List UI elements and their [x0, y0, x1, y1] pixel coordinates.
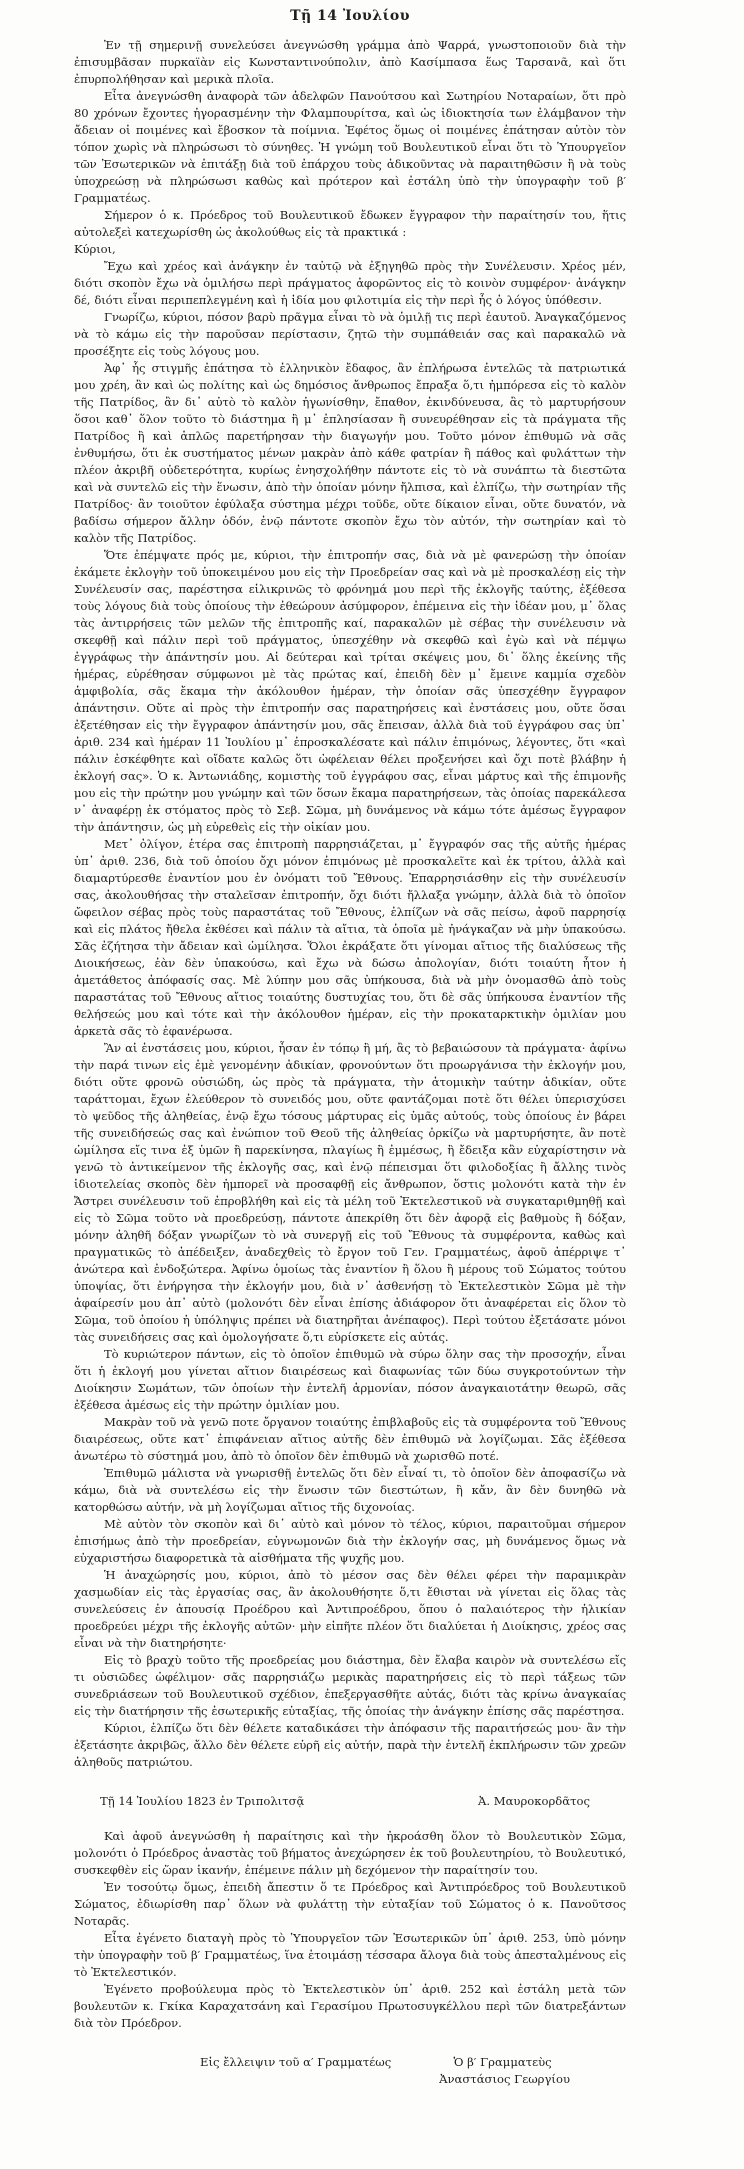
dateline — [74, 1793, 626, 1810]
dateline-place-date: Τῇ 14 Ἰουλίου 1823 ἐν Τριπολιτσᾷ — [100, 1794, 305, 1808]
body-paragraph: Ὅτε ἐπέμψατε πρός με, κύριοι, τὴν ἐπιτροπήν σας, διὰ νὰ μὲ φανερώσῃ τὴν ὁποίαν ἐκάμετε ἐκλογὴν τοῦ ὑποκειμένου μου εἰς τὴν Προεδρείαν σας καὶ νὰ μὲ προσκαλέσῃ εἰς τὴν Συνέλευσίν σας, παρέστησα εἰλικρινῶς τὸ φρόνημά μου περὶ τῆς ἐκλογῆς ταύτης, ἐξέθεσα τοὺς λόγους διὰ τοὺς ὁποίους τὴν ἐθεώρουν ἀσύμφορον, ἐπέμεινα εἰς τὴν ἰδέαν μου, μ᾽ ὅλας τὰς ἀντιρρήσεις τῶν μελῶν τῆς ἐπιτροπῆς καί, παρακαλῶν μὲ σέβας τὴν συνέλευσιν νὰ σκεφθῇ καὶ πάλιν περὶ τοῦ πράγματος, ὑπεσχέθην νὰ σκεφθῶ καὶ ἐγὼ καὶ νὰ πέμψω ἐγγράφως τὴν ἀπάντησίν μου. Αἱ δεύτεραι καὶ τρίται σκέψεις μου, δι᾽ ὅλης ἐκείνης τῆς ἡμέρας, εὑρέθησαν σύμφωνοι μὲ τὰς πρώτας καί, ἐπειδὴ δὲν μ᾽ ἔμεινε καμμία σχεδὸν ἀμφιβολία, σᾶς ἔκαμα τὴν ἀκόλουθον ἡμέραν, τὴν ὁποίαν σᾶς ὑπεσχέθην ἔγγραφον ἀπάντησιν. Οὔτε αἱ πρὸς τὴν ἐπιτροπήν σας παρατηρήσεις καὶ ἐνστάσεις μου, οὔτε ὅσαι ἐξετέθησαν εἰς τὴν ἔγγραφον ἀπάντησίν μου, σᾶς ἔπεισαν, ἀλλὰ διὰ τοῦ ἐγγράφου σας ὑπ᾽ ἀριθ. 234 καὶ ἡμέραν 11 Ἰουλίου μ᾽ ἐπροσκαλέσατε καὶ πάλιν ἐπιμόνως, λέγοντες, ὅτι «καὶ πάλιν ἐσκέφθητε καὶ οἴδατε καλῶς ὅτι ὠφέλειαν θέλει προξενήσει καὶ ὄχι ποτὲ βλάβην ἡ ἐκλογή σας». Ὁ κ. Ἀντωνιάδης, κομιστὴς τοῦ ἐγγράφου σας, εἶναι μάρτυς καὶ τῆς ἐπιμονῆς μου εἰς τὴν πρώτην μου γνώμην καὶ τῶν ὅσων ἔκαμα παρατηρήσεων, τὰς ὁποίας παρεκάλεσα ν᾽ ἀναφέρῃ ἐκ στόματος πρὸς τὸ Σεβ. Σῶμα, μὴ δυνάμενος νὰ κάμω τότε ἀμέσως ἔγγραφον τὴν ἀπάντησιν, ὡς μὴ εὑρεθεὶς εἰς τὴν οἰκίαν μου. — [74, 548, 626, 834]
body-paragraph: Εἰς τὸ βραχὺ τοῦτο τῆς προεδρείας μου διάστημα, δὲν ἔλαβα καιρὸν νὰ συντελέσω εἴς τι οὐσιῶδες ὠφέλιμον· σᾶς παρρησιάζω μερικὰς παρατηρήσεις εἰς τὸ περὶ τάξεως τῶν συνεδριάσεων τοῦ Βουλευτικοῦ σχέδιον, ἐπεξεργασθῆτε αὐτάς, διότι τὰς κρίνω ἀναγκαίας εἰς τὴν διατήρησιν τῆς ἐσωτερικῆς εὐταξίας, τῆς ὁποίας τὴν ἀνάγκην ἐπίσης σᾶς παρέστησα. — [74, 1653, 626, 1718]
body-paragraph: Τὸ κυριώτερον πάντων, εἰς τὸ ὁποῖον ἐπιθυμῶ νὰ σύρω ὅλην σας τὴν προσοχήν, εἶναι ὅτι ἡ ἐκλογή μου γίνεται αἴτιον διαιρέσεως καὶ διαφωνίας τῶν δύω συγκροτούντων τὴν Διοίκησιν Σωμάτων, τῶν ὁποίων τὴν ἐντελῆ ἁρμονίαν, πόσον ἀναγκαιοτάτην θεωρῶ, σᾶς ἐξέθεσα ἀμέσως εἰς τὴν πρώτην ὁμιλίαν μου. — [74, 1347, 626, 1412]
body-paragraph: Μὲ αὐτὸν τὸν σκοπὸν καὶ δι᾽ αὐτὸ καὶ μόνον τὸ τέλος, κύριοι, παραιτοῦμαι σήμερον ἐπισήμως ἀπὸ τὴν προεδρείαν, εὐγνωμονῶν διὰ τὴν ἐκλογήν σας, μὴ δυνάμενος ὅμως νὰ εὐχαριστήσω διαφορετικὰ τὰ αἰσθήματα τῆς ψυχῆς μου. — [74, 1517, 626, 1565]
dateline-signatory: Ἀ. Μαυροκορδᾶτος — [477, 1794, 590, 1808]
closing-paragraph: Εἶτα ἐγένετο διαταγὴ πρὸς τὸ Ὑπουργεῖον τῶν Ἐσωτερικῶν ὑπ᾽ ἀριθ. 253, ὑπὸ μόνην τὴν ὑπογραφὴν τοῦ β′ Γραμματέως, ἵνα ἑτοιμάσῃ τέσσαρα ἄλογα διὰ τοὺς ἀπεσταλμένους εἰς τὸ Ἐκτελεστικόν. — [74, 1931, 626, 1979]
body-paragraph: Κύριοι, ἐλπίζω ὅτι δὲν θέλετε καταδικάσει τὴν ἀπόφασιν τῆς παραιτήσεώς μου· ἂν τὴν ἐξετάσητε ἀκριβῶς, ἄλλο δὲν θέλετε εὑρῆ εἰς αὐτήν, παρὰ τὴν ἐντελῆ ἐκπλήρωσιν τῶν χρεῶν ἀληθοῦς πατριώτου. — [74, 1721, 626, 1769]
body-paragraph: Μακρὰν τοῦ νὰ γενῶ ποτε ὄργανον τοιαύτης ἐπιβλαβοῦς εἰς τὰ συμφέροντα τοῦ Ἔθνους διαιρέσεως, οὔτε κατ᾽ ἐπιφάνειαν αἴτιος αὐτῆς δὲν ἐπιθυμῶ νὰ λογίζωμαι. Σᾶς ἐξέθεσα ἀνωτέρω τὸ σύστημά μου, ἀπὸ τὸ ὁποῖον δὲν ἐπιθυμῶ νὰ χωρισθῶ ποτέ. — [74, 1415, 626, 1463]
text-column — [74, 8, 626, 2088]
salutation: Κύριοι, — [74, 242, 116, 256]
body-paragraph: Ἂν αἱ ἐνστάσεις μου, κύριοι, ἦσαν ἐν τόπῳ ἢ μή, ἂς τὸ βεβαιώσουν τὰ πράγματα· ἀφίνω τὴν παρά τινων εἰς ἐμὲ γενομένην ἀδικίαν, φρονούντων ὅτι προωργάνισα τὴν ἐκλογήν μου, διότι οὔτε φρονῶ οὐσιώδη, ὡς πρὸς τὰ πράγματα, τὴν ἀτομικὴν ταύτην ἀδικίαν, οὔτε ταράττομαι, ἔχων ἐλεύθερον τὸ συνειδός μου, οὔτε φαντάζομαι ποτὲ ὅτι θέλει ὑπερισχύσει τὸ ψεῦδος τῆς ἀληθείας, ἐνῷ ἔχω τόσους μάρτυρας εἰς ὑμᾶς αὐτούς, τοὺς ὁποίους ἐν βάρει τῆς συνειδήσεώς σας καὶ ἐνώπιον τοῦ Θεοῦ τῆς ἀληθείας ὁρκίζω νὰ μαρτυρήσητε, ἂν ποτὲ ὡμίλησα εἴς τινα ἐξ ὑμῶν ἢ παρεκίνησα, πλαγίως ἢ ἐμμέσως, ἢ ἔδειξα κἂν εὐχαρίστησιν νὰ γενῶ τὸ ἀντικείμενον τῆς ἐκλογῆς σας, καὶ ἐνῷ πέπεισμαι ὅτι φιλοδοξίας ἢ ἄλλης τινὸς ἰδιοτελείας σκοπὸς δὲν ἠμπορεῖ νὰ προσαφθῇ εἰς ἄνθρωπον, ὅστις μολονότι κατὰ τὴν ἐν Ἄστρει συνέλευσιν τοῦ ἐπροβλήθη καὶ εἰς τὰ μέλη τοῦ Ἐκτελεστικοῦ νὰ συγκαταριθμηθῇ καὶ εἰς τὸ Σῶμα τοῦτο νὰ προεδρεύσῃ, πάντοτε ἀπεκρίθη ὅτι δὲν ἀφορᾷ εἰς βαθμοὺς ἢ δόξαν, μόνην ἀληθῆ δόξαν γνωρίζων τὸ νὰ συνεργῇ εἰς τοῦ Ἔθνους τὰ συμφέροντα, καθὼς καὶ πραγματικῶς τὸ ἀπέδειξεν, ἀναδεχθεὶς τὸ ἔργον τοῦ Γεν. Γραμματέως, ἀφοῦ ἀπέρριψε τ᾽ ἀνώτερα καὶ ἐνδοξώτερα. Ἀφίνω ὁμοίως τὰς ἐναντίον ἢ ὅλου ἢ μέρους τοῦ Σώματος τούτου ὑποψίας, ὅτι ἐνήργησα τὴν ἐκλογήν μου, διὰ ν᾽ ἀσθενήσῃ τὸ Ἐκτελεστικὸν Σῶμα μὲ τὴν ἀφαίρεσίν μου ἀπ᾽ αὐτὸ (μολονότι δὲν εἶναι ἐπίσης ἀδιάφορον ὅτι ἀναφέρεται εἰς ὅλον τὸ Σῶμα, τοῦ ὁποίου ἡ ὑπόληψις πρέπει νὰ διατηρῆται ἀνέπαφος). Περὶ τούτου ἐξετάσατε μόνοι τὰς συνειδήσεις σας καὶ ὁμολογήσατε ὅ,τι εὑρίσκετε εἰς αὐτάς. — [74, 1041, 626, 1344]
signature-right — [435, 2054, 570, 2088]
signature-left-note: Εἰς ἔλλειψιν τοῦ α′ Γραμματέως — [200, 2055, 392, 2069]
signature-block — [74, 2054, 626, 2088]
body-paragraph: Σήμερον ὁ κ. Πρόεδρος τοῦ Βουλευτικοῦ ἔδωκεν ἔγγραφον τὴν παραίτησίν του, ἥτις αὐτολεξεὶ κατεχωρίσθη ὡς ἀκολούθως εἰς τὰ πρακτικά : — [74, 208, 626, 239]
signature-title: Ὁ β′ Γραμματεὺς — [453, 2055, 552, 2069]
body-paragraph: Ἀφ᾽ ἧς στιγμῆς ἐπάτησα τὸ ἑλληνικὸν ἔδαφος, ἂν ἐπλήρωσα ἐντελῶς τὰ πατριωτικά μου χρέη, ἂν καὶ ὡς πολίτης καὶ ὡς δημόσιος ἄνθρωπος ἔπραξα ὅ,τι ἠμπόρεσα εἰς τὸ καλὸν τῆς Πατρίδος, ἂν δι᾽ αὐτὸ τὸ καλὸν ἠγωνίσθην, ἔπαθον, ἐκινδύνευσα, ἂς τὸ μαρτυρήσουν ὅσοι καθ᾽ ὅλον τοῦτο τὸ διάστημα ἢ μ᾽ ἐπλησίασαν ἢ συνευρέθησαν εἰς τὰ πράγματα τῆς Πατρίδος ἢ καὶ ἁπλῶς παρετήρησαν τὴν διαγωγήν μου. Τοῦτο μόνον ἐπιθυμῶ νὰ σᾶς ἐνθυμήσω, ὅτι ἐκ συστήματος μένων μακρὰν ἀπὸ κάθε φατρίαν ἢ πάθος καὶ φυλάττων τὴν πλέον ἀκριβῆ οὐδετερότητα, κυρίως ἐνησχολήθην πάντοτε εἰς τὸ νὰ συνάπτω τὰ διεστῶτα καὶ νὰ συντελῶ εἰς τὴν ἕνωσιν, ἀπὸ τὴν ὁποίαν μόνην ἤλπισα, καὶ ἐλπίζω, τὴν σωτηρίαν τῆς Πατρίδος· ἂν τοιοῦτον ἐφύλαξα σύστημα μέχρι τοῦδε, οὔτε δίκαιον εἶναι, οὔτε δυνατόν, νὰ βαδίσω σήμερον ἄλλην ὁδόν, ἐνῷ πάντοτε σκοπὸν ἔχω τὸν αὐτόν, τὴν σωτηρίαν καὶ τὸ καλὸν τῆς Πατρίδος. — [74, 361, 626, 545]
signature-name: Ἀναστάσιος Γεωργίου — [439, 2072, 570, 2086]
body-paragraph: Ἡ ἀναχώρησίς μου, κύριοι, ἀπὸ τὸ μέσον σας δὲν θέλει φέρει τὴν παραμικρὰν χασμωδίαν εἰς τὰς ἐργασίας σας, ἂν ἀκολουθήσητε ὅ,τι ἔθισται νὰ γίνεται εἰς ὅλας τὰς συνελεύσεις ἐν ἀπουσίᾳ Προέδρου καὶ Ἀντιπροέδρου, ὅπου ὁ παλαιότερος τὴν ἡλικίαν προεδρεύει μέχρι τῆς ἐκλογῆς αὐτῶν· μὴν εἰπῆτε πλέον ὅτι διαλύεται ἡ Διοίκησις, χρέος σας εἶναι νὰ τὴν διατηρήσητε· — [74, 1568, 626, 1650]
date-heading: Τῇ 14 Ἰουλίου — [290, 8, 410, 24]
body-paragraph: Ἐν τῇ σημερινῇ συνελεύσει ἀνεγνώσθη γράμμα ἀπὸ Ψαρρά, γνωστοποιοῦν διὰ τὴν ἐπισυμβᾶσαν πυρκαϊὰν εἰς Κωνσταντινούπολιν, ἀπὸ Κασίμπασα ἕως Ταρσανᾶ, καὶ ὅτι ἐπυρπολήθησαν καὶ μερικὰ πλοῖα. — [74, 38, 626, 86]
body-paragraph: Ἐπιθυμῶ μάλιστα νὰ γνωρισθῇ ἐντελῶς ὅτι δὲν εἶναί τι, τὸ ὁποῖον δὲν ἀποφασίζω νὰ κάμω, διὰ νὰ συντελέσω εἰς τὴν ἕνωσιν τῶν διεστώτων, ἢ κἄν, ἂν δὲν δυνηθῶ νὰ κατορθώσω αὐτήν, νὰ μὴ λογίζωμαι αἴτιος τῆς διχονοίας. — [74, 1466, 626, 1514]
closing-paragraph: Ἐν τοσούτῳ ὅμως, ἐπειδὴ ἄπεστιν ὅ τε Πρόεδρος καὶ Ἀντιπρόεδρος τοῦ Βουλευτικοῦ Σώματος, ἐδιωρίσθη παρ᾽ ὅλων νὰ φυλάττῃ τὴν εὐταξίαν τοῦ Σώματος ὁ κ. Πανοῦτσος Νοταρᾶς. — [74, 1880, 626, 1928]
closing-paragraph: Καὶ ἀφοῦ ἀνεγνώσθη ἡ παραίτησις καὶ τὴν ἠκροάσθη ὅλον τὸ Βουλευτικὸν Σῶμα, μολονότι ὁ Πρόεδρος ἀναστὰς τοῦ βήματος ἀνεχώρησεν ἐκ τοῦ βουλευτηρίου, τὸ Βουλευτικό, συσκεφθὲν εἰς ὥραν ἱκανήν, ἐπέμεινε πάλιν μὴ δεχόμενον τὴν παραίτησίν του. — [74, 1829, 626, 1877]
body-paragraph: Εἶτα ἀνεγνώσθη ἀναφορὰ τῶν ἀδελφῶν Πανούτσου καὶ Σωτηρίου Νοταραίων, ὅτι πρὸ 80 χρόνων ἔχοντες ἠγορασμένην τὴν Φλαμπουρίτσα, καὶ ὡς ἰδιοκτησία των ἐλάμβανον τὴν ἄδειαν οἱ ποιμένες καὶ ἔβοσκον τὰ ποίμνια. Ἐφέτος ὅμως οἱ ποιμένες ἐπάτησαν αὐτὸν τὸν τόπον χωρὶς νὰ πληρώσωσι τὸ σύνηθες. Ἡ γνώμη τοῦ Βουλευτικοῦ εἶναι ὅτι τὸ Ὑπουργεῖον τῶν Ἐσωτερικῶν νὰ ἐπιτάξῃ διὰ τοῦ ἐπάρχου τοὺς ἀδικοῦντας νὰ παραιτηθῶσιν ἢ νὰ τοὺς ὑποχρεώσῃ νὰ πληρώσωσι καθὼς καὶ πρότερον καὶ ἐστάλη ὑπὸ τὴν ὑπογραφὴν τοῦ β′ Γραμματέως. — [74, 89, 626, 205]
body-paragraph: Μετ᾽ ὀλίγον, ἑτέρα σας ἐπιτροπὴ παρρησιάζεται, μ᾽ ἔγγραφόν σας τῆς αὐτῆς ἡμέρας ὑπ᾽ ἀριθ. 236, διὰ τοῦ ὁποίου ὄχι μόνον ἐπιμόνως μὲ προσκαλεῖτε καὶ ἐκ τρίτου, ἀλλὰ καὶ διαμαρτύρεσθε ἐναντίον μου ἐν ὀνόματι τοῦ Ἔθνους. Ἐπαρρησιάσθην εἰς τὴν συνέλευσίν σας, ἀκολουθήσας τὴν σταλεῖσαν ἐπιτροπήν, ὄχι διότι ἤλλαξα γνώμην, ἀλλὰ διὰ τὸ ὁποῖον ὤφειλον σέβας πρὸς τοὺς παραστάτας τοῦ Ἔθνους, ἐλπίζων νὰ σᾶς πείσω, ἀφοῦ παρρησίᾳ καὶ εἰς πλάτος ἤθελα ἐκθέσει καὶ πάλιν τὰ αἴτια, τὰ ὁποῖα μὲ ἠνάγκαζαν νὰ μὴν ὑπακούσω. Σᾶς ἐζήτησα τὴν ἄδειαν καὶ ὡμίλησα. Ὅλοι ἐκράξατε ὅτι γίνομαι αἴτιος τῆς διαλύσεως τῆς Διοικήσεως, ἐὰν δὲν ὑπακούσω, καὶ ἔχω νὰ δώσω ἀπολογίαν, διότι τοιαύτη ἦτον ἡ ἀμετάθετος ἀπόφασίς σας. Μὲ λύπην μου σᾶς ὑπήκουσα, διὰ νὰ μὴν ὀνομασθῶ ἀπὸ τοὺς παραστάτας τοῦ Ἔθνους αἴτιος τοιαύτης δυστυχίας του, ὅτι δὲ σᾶς ὑπήκουσα ἐναντίον τῆς θελήσεώς μου καὶ τότε καὶ τὴν ἀκόλουθον ἡμέραν, εἰς τὴν προκαταρκτικὴν ὁμιλίαν μου ἀρκετὰ σᾶς τὸ ἐφανέρωσα. — [74, 837, 626, 1038]
body-paragraph: Γνωρίζω, κύριοι, πόσον βαρὺ πρᾶγμα εἶναι τὸ νὰ ὁμιλῇ τις περὶ ἑαυτοῦ. Ἀναγκαζόμενος νὰ τὸ κάμω εἰς τὴν παροῦσαν περίστασιν, ζητῶ τὴν συμπάθειάν σας καὶ παρακαλῶ νὰ προσέξητε εἰς τοὺς λόγους μου. — [74, 310, 626, 358]
body-paragraph: Ἔχω καὶ χρέος καὶ ἀνάγκην ἐν ταὐτῷ νὰ ἐξηγηθῶ πρὸς τὴν Συνέλευσιν. Χρέος μέν, διότι σκοπὸν ἔχω νὰ ὁμιλήσω περὶ πράγματος ἀφορῶντος εἰς τὸ κοινὸν συμφέρον· ἀνάγκην δέ, διότι εἶναι περιπεπλεγμένη καὶ ἡ ἰδία μου φιλοτιμία εἰς τὴν περὶ ἧς ὁ λόγος ὑπόθεσιν. — [74, 259, 626, 307]
closing-paragraph: Ἐγένετο προβούλευμα πρὸς τὸ Ἐκτελεστικὸν ὑπ᾽ ἀριθ. 252 καὶ ἐστάλη μετὰ τῶν βουλευτῶν κ. Γκίκα Καραχατσάνη καὶ Γερασίμου Πρωτοσυγκέλλου περὶ τῶν διατρεξάντων διὰ τὸν Πρόεδρον. — [74, 1982, 626, 2030]
